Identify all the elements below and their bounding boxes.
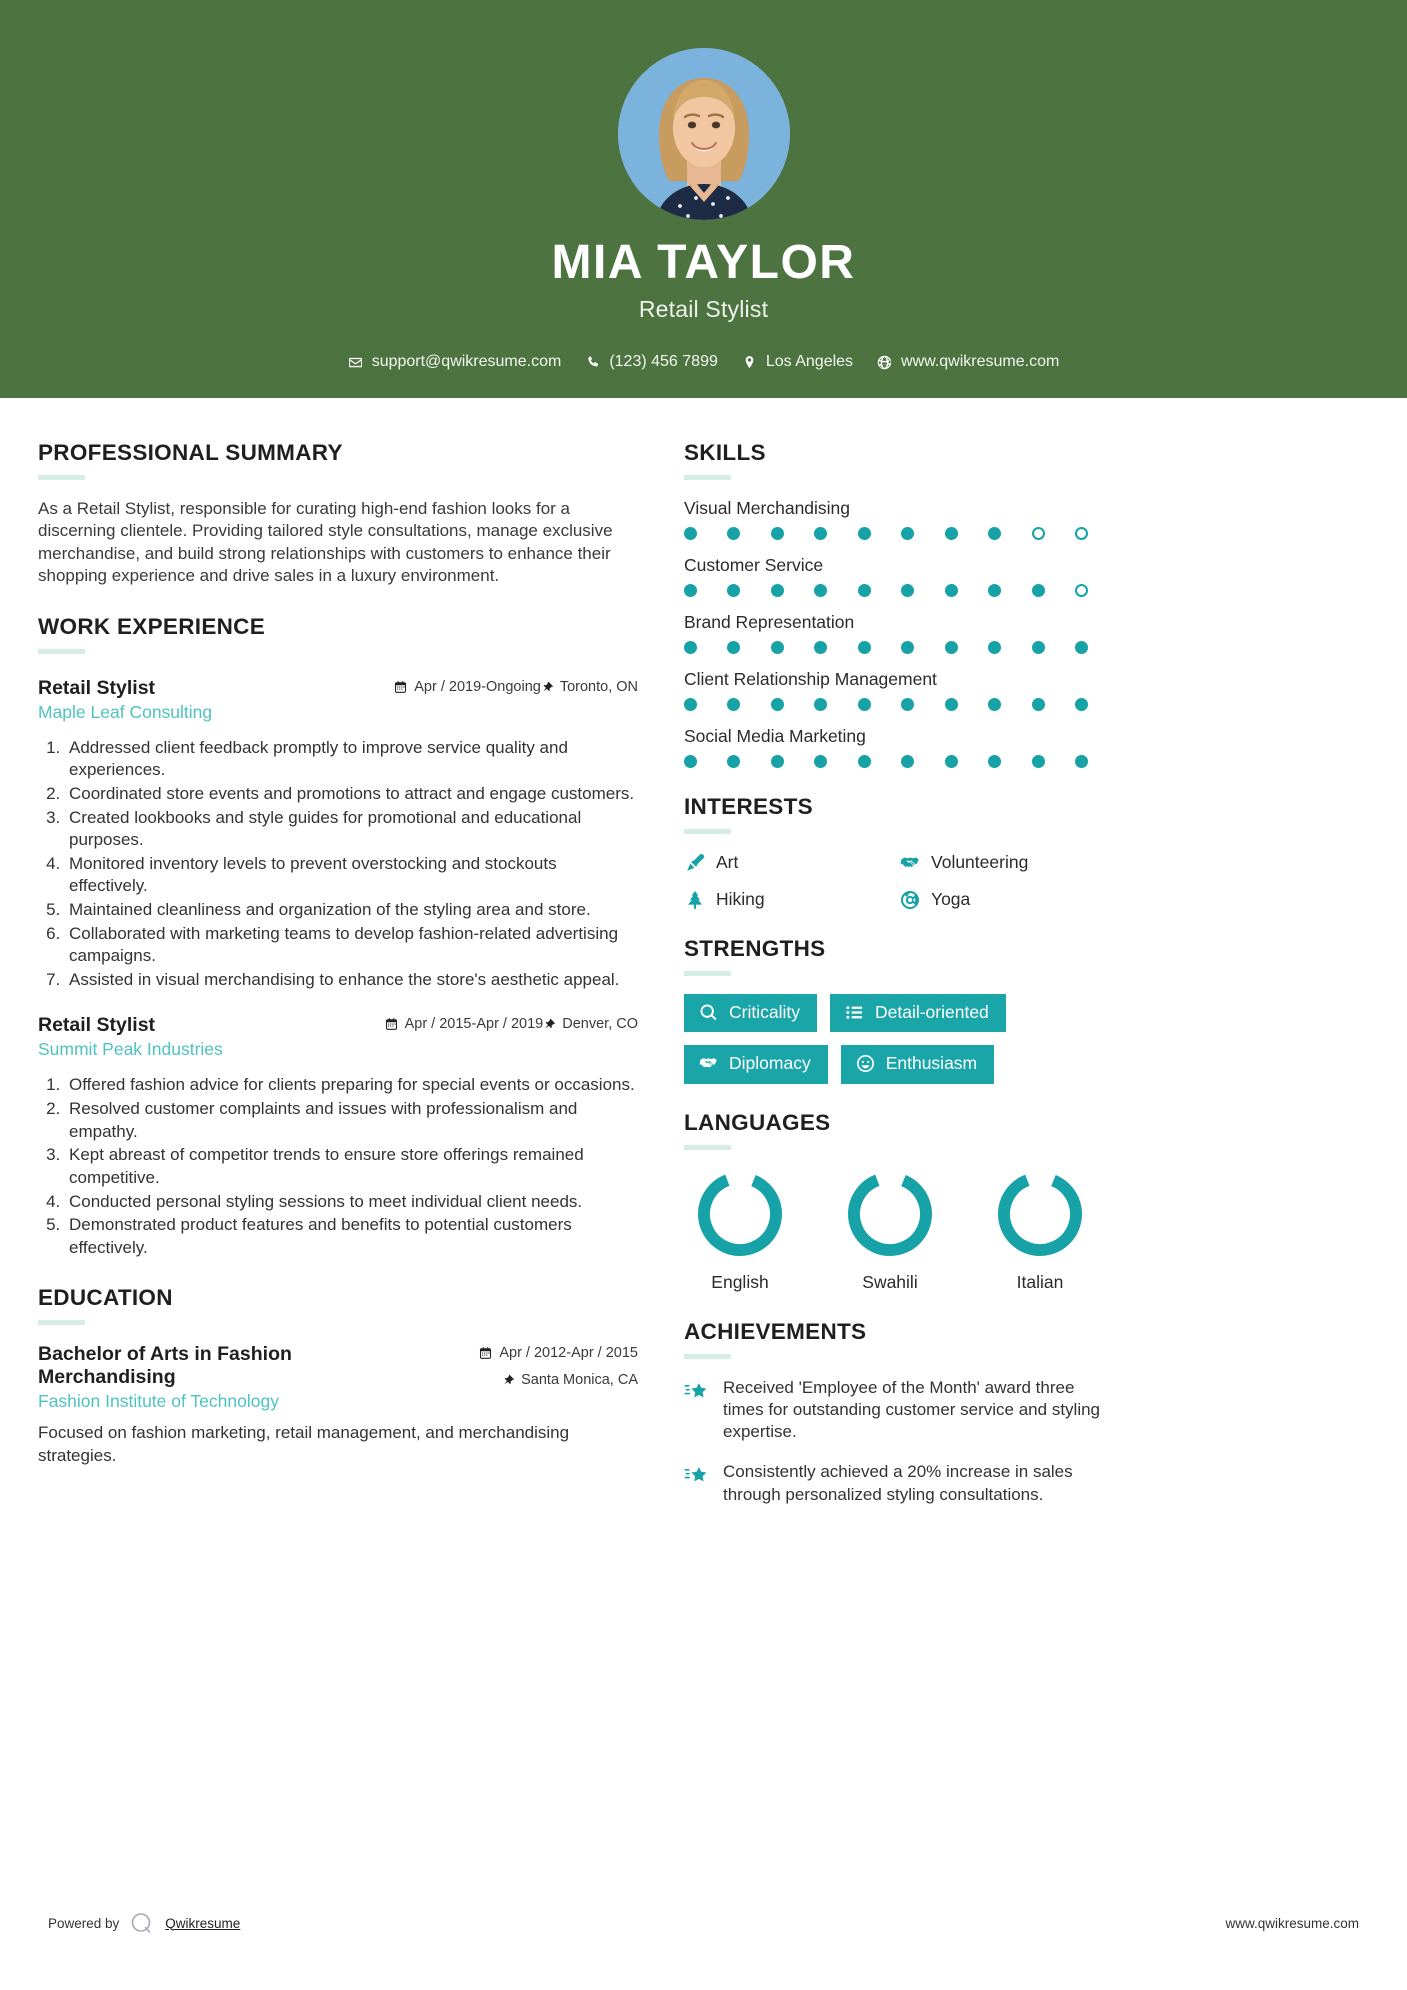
page-title: MIA TAYLOR [551, 236, 856, 289]
achievement-text: Received 'Employee of the Month' award three times for outstanding customer service and styling expertise. [723, 1377, 1101, 1442]
skills-list [684, 498, 1329, 768]
powered-by-label: Powered by [48, 1915, 120, 1931]
section-divider [684, 1145, 731, 1150]
work-location [543, 1016, 638, 1032]
skill-rating-dot [814, 698, 827, 711]
work-dates [385, 1016, 544, 1032]
paintbrush-icon [685, 853, 705, 873]
strength-chip [830, 994, 1006, 1032]
language-label: Swahili [862, 1271, 918, 1292]
section-divider [684, 475, 731, 480]
skill-rating-dot [988, 527, 1001, 540]
skill-rating-dot [1075, 698, 1088, 711]
skill-label: Visual Merchandising [684, 498, 851, 518]
section-title: PROFESSIONAL SUMMARY [38, 440, 343, 465]
skill-rating-dot [945, 641, 958, 654]
education-entry-header [38, 1343, 638, 1412]
skill-rating-dot [727, 584, 740, 597]
work-bullet: 5. Maintained cleanliness and organization of the styling area and store. [65, 899, 638, 922]
skill-rating-dot [1032, 641, 1045, 654]
strength-chip [684, 994, 817, 1032]
skill-rating-dot [901, 527, 914, 540]
language-progress-ring [994, 1168, 1086, 1260]
education-entry [38, 1343, 638, 1467]
work-bullet-list [38, 737, 638, 992]
employer-name: Summit Peak Industries [38, 1039, 223, 1060]
work-entry [38, 672, 638, 992]
contact-website[interactable] [877, 353, 1059, 371]
phone-icon [585, 355, 600, 370]
shooting-star-icon [684, 1464, 709, 1489]
skill-item [684, 669, 1329, 711]
interests-list [684, 852, 1104, 910]
language-item [984, 1168, 1096, 1293]
skill-rating-dot [684, 527, 697, 540]
language-progress-ring [694, 1168, 786, 1260]
institution-name: Fashion Institute of Technology [38, 1391, 279, 1412]
job-title: Retail Stylist [38, 1014, 156, 1037]
language-progress-ring [844, 1168, 936, 1260]
skill-rating-dot [858, 698, 871, 711]
skill-rating-dot [901, 698, 914, 711]
skill-rating-dot [945, 755, 958, 768]
work-bullet: 4. Conducted personal styling sessions to meet individual client needs. [65, 1191, 638, 1214]
work-bullet: 2. Resolved customer complaints and issues with professionalism and empathy. [65, 1098, 638, 1143]
resume-body [0, 398, 1407, 1532]
contact-phone-text: (123) 456 7899 [609, 353, 718, 371]
skill-rating-dot [988, 584, 1001, 597]
section-languages [684, 1110, 1329, 1293]
skill-rating [684, 755, 1088, 768]
resume-header [0, 0, 1407, 398]
interest-label: Yoga [931, 889, 971, 909]
interest-label: Hiking [716, 889, 765, 909]
skill-rating-dot [988, 641, 1001, 654]
skill-rating-dot [684, 755, 697, 768]
education-entry-list [38, 1343, 638, 1467]
skill-rating [684, 698, 1088, 711]
skill-label: Customer Service [684, 555, 824, 575]
work-dates [394, 679, 541, 695]
section-title: INTERESTS [684, 794, 813, 819]
tree-icon [685, 890, 705, 910]
lifebuoy-icon [900, 890, 920, 910]
work-location-text: Toronto, ON [559, 678, 638, 695]
section-strengths [684, 936, 1329, 1084]
strength-label: Enthusiasm [885, 1053, 978, 1074]
skill-rating-dot [771, 755, 784, 768]
lifebuoy-icon [899, 889, 920, 910]
skill-rating-dot [988, 698, 1001, 711]
skill-rating-dot [814, 584, 827, 597]
education-location-text: Santa Monica, CA [521, 1372, 638, 1389]
section-education [38, 1285, 638, 1467]
skill-rating-dot [988, 755, 1001, 768]
work-entry-identity [38, 677, 212, 723]
envelope-icon [348, 355, 363, 370]
work-bullet: 3. Created lookbooks and style guides for promotional and educational purposes. [65, 807, 638, 852]
avatar-photo-icon [618, 48, 790, 220]
strengths-list [684, 994, 1104, 1084]
strength-label: Detail-oriented [874, 1002, 989, 1022]
education-dates [479, 1345, 638, 1361]
skill-rating-dot [727, 527, 740, 540]
skill-rating-dot [1032, 527, 1045, 540]
education-dates-text: Apr / 2012-Apr / 2015 [499, 1345, 638, 1362]
skill-rating-dot [945, 584, 958, 597]
pin-icon [543, 1017, 555, 1031]
skill-rating-dot [858, 755, 871, 768]
section-work-experience [38, 614, 638, 1260]
pin-icon [541, 680, 553, 694]
calendar-icon [394, 680, 407, 694]
contact-bar [0, 353, 1407, 371]
skill-rating-dot [901, 755, 914, 768]
job-role-subtitle: Retail Stylist [638, 296, 769, 323]
qwikresume-logo-icon [129, 1910, 155, 1936]
skill-rating-dot [945, 527, 958, 540]
degree-title: Bachelor of Arts in Fashion Merchandising [38, 1343, 292, 1389]
skill-rating-dot [771, 584, 784, 597]
contact-phone[interactable] [585, 353, 718, 371]
skill-rating-dot [945, 698, 958, 711]
skill-rating [684, 584, 1088, 597]
work-location [541, 679, 638, 695]
skill-rating-dot [727, 641, 740, 654]
paintbrush-icon [684, 852, 705, 873]
qwikresume-link[interactable]: Qwikresume [165, 1915, 241, 1931]
section-divider [684, 1354, 731, 1359]
section-divider [38, 649, 85, 654]
skill-rating-dot [684, 584, 697, 597]
skill-rating-dot [858, 584, 871, 597]
skill-rating-dot [858, 527, 871, 540]
strength-label: Diplomacy [729, 1053, 811, 1074]
job-title: Retail Stylist [38, 676, 156, 699]
work-dates-text: Apr / 2019-Ongoing [414, 678, 541, 695]
skill-rating-dot [901, 584, 914, 597]
skill-label: Client Relationship Management [684, 669, 937, 689]
globe-icon [877, 355, 892, 370]
skill-rating-dot [1075, 755, 1088, 768]
strength-chip [684, 1045, 828, 1083]
language-item [684, 1168, 796, 1293]
powered-by-block [48, 1910, 240, 1936]
list-icon [845, 1003, 864, 1022]
work-bullet: 2. Coordinated store events and promotions to attract and engage customers. [65, 783, 638, 806]
contact-email[interactable] [348, 353, 562, 371]
strength-label: Criticality [729, 1002, 800, 1022]
work-entry-meta [385, 1009, 638, 1036]
skill-rating-dot [771, 698, 784, 711]
avatar [618, 48, 790, 220]
summary-text: As a Retail Stylist, responsible for curating high-end fashion looks for a discerning clientele. Providing tailored style consultations, manage exclusive merchandise, and build strong relationships with customers to enhance their shopping experience and drive sales in a luxury environment. [38, 499, 613, 586]
education-description: Focused on fashion marketing, retail management, and merchandising strategies. [38, 1423, 570, 1465]
work-bullet-list [38, 1074, 638, 1259]
handshake-icon [900, 853, 920, 873]
section-skills [684, 440, 1329, 768]
work-entry-header [38, 672, 638, 723]
section-title: STRENGTHS [684, 936, 826, 961]
section-title: ACHIEVEMENTS [684, 1318, 867, 1344]
page-footer [0, 1910, 1407, 1936]
work-bullet: 4. Monitored inventory levels to prevent overstocking and stockouts effectively. [65, 853, 638, 898]
education-entry-meta [388, 1345, 638, 1392]
skill-rating-dot [814, 755, 827, 768]
work-dates-text: Apr / 2015-Apr / 2019 [404, 1016, 544, 1033]
education-location [502, 1372, 638, 1388]
skill-item [684, 726, 1329, 768]
skill-rating-dot [771, 527, 784, 540]
achievement-item [684, 1377, 1114, 1444]
achievement-item [684, 1461, 1114, 1506]
contact-website-text: www.qwikresume.com [901, 353, 1060, 371]
skill-rating-dot [1032, 755, 1045, 768]
interest-item [684, 889, 889, 910]
section-professional-summary [38, 440, 638, 588]
section-title: WORK EXPERIENCE [38, 613, 266, 639]
work-bullet: 6. Collaborated with marketing teams to develop fashion-related advertising campaigns. [65, 923, 638, 968]
footer-website-url: www.qwikresume.com [1225, 1915, 1359, 1931]
skill-rating-dot [1075, 527, 1088, 540]
work-entry-identity [38, 1014, 223, 1060]
interest-item [899, 889, 1104, 910]
section-divider [38, 475, 85, 480]
section-title: EDUCATION [38, 1285, 173, 1311]
section-divider [684, 971, 731, 976]
skill-rating-dot [727, 755, 740, 768]
skill-item [684, 498, 1329, 540]
search-icon [699, 1003, 718, 1022]
calendar-icon [385, 1017, 398, 1031]
work-bullet: 1. Offered fashion advice for clients preparing for special events or occasions. [65, 1074, 638, 1097]
work-bullet: 7. Assisted in visual merchandising to enhance the store's aesthetic appeal. [65, 969, 638, 992]
left-column [38, 440, 638, 1532]
skill-item [684, 612, 1329, 654]
interest-label: Art [716, 852, 739, 872]
calendar-icon [479, 1346, 492, 1360]
interest-label: Volunteering [931, 852, 1029, 872]
work-location-text: Denver, CO [562, 1016, 638, 1033]
section-divider [684, 829, 731, 834]
handshake-icon [899, 852, 920, 873]
section-interests [684, 794, 1329, 910]
skill-rating-dot [771, 641, 784, 654]
interest-item [684, 852, 889, 873]
skill-item [684, 555, 1329, 597]
shooting-star-icon [684, 1380, 709, 1405]
skill-rating-dot [684, 698, 697, 711]
achievement-text: Consistently achieved a 20% increase in sales through personalized styling consultations. [723, 1462, 1073, 1504]
contact-location [742, 353, 853, 371]
skill-rating-dot [1075, 641, 1088, 654]
employer-name: Maple Leaf Consulting [38, 701, 213, 722]
skill-rating-dot [858, 641, 871, 654]
language-label: Italian [1016, 1271, 1064, 1292]
work-entry [38, 1009, 638, 1259]
skill-label: Social Media Marketing [684, 726, 866, 746]
shooting-star-icon [684, 1464, 709, 1489]
tree-icon [684, 889, 705, 910]
work-entry-header [38, 1009, 638, 1060]
contact-email-text: support@qwikresume.com [371, 353, 562, 371]
pin-icon [502, 1373, 514, 1387]
skill-rating [684, 641, 1088, 654]
smiley-icon [856, 1054, 875, 1073]
skill-rating-dot [814, 527, 827, 540]
skill-rating-dot [1032, 698, 1045, 711]
map-pin-icon [742, 355, 757, 370]
section-title: LANGUAGES [684, 1109, 831, 1135]
skill-rating-dot [1032, 584, 1045, 597]
skill-label: Brand Representation [684, 612, 855, 632]
language-item [834, 1168, 946, 1293]
shooting-star-icon [684, 1380, 709, 1405]
contact-location-text: Los Angeles [765, 353, 854, 371]
skill-rating-dot [1075, 584, 1088, 597]
handshake-icon [699, 1054, 718, 1073]
education-entry-identity [38, 1343, 376, 1412]
work-bullet: 5. Demonstrated product features and benefits to potential customers effectively. [65, 1214, 638, 1259]
work-entry-list [38, 672, 638, 1260]
work-bullet: 1. Addressed client feedback promptly to improve service quality and experiences. [65, 737, 638, 782]
right-column [684, 440, 1329, 1532]
skill-rating-dot [684, 641, 697, 654]
skill-rating-dot [727, 698, 740, 711]
achievements-list [684, 1377, 1329, 1506]
section-divider [38, 1320, 85, 1325]
interest-item [899, 852, 1104, 873]
work-bullet: 3. Kept abreast of competitor trends to ensure store offerings remained competitive. [65, 1144, 638, 1189]
section-achievements [684, 1319, 1329, 1506]
strength-chip [841, 1045, 994, 1083]
work-entry-meta [394, 672, 638, 699]
section-title: SKILLS [684, 440, 766, 465]
skill-rating-dot [901, 641, 914, 654]
languages-list [684, 1168, 1329, 1293]
skill-rating [684, 527, 1088, 540]
skill-rating-dot [814, 641, 827, 654]
language-label: English [711, 1271, 769, 1292]
